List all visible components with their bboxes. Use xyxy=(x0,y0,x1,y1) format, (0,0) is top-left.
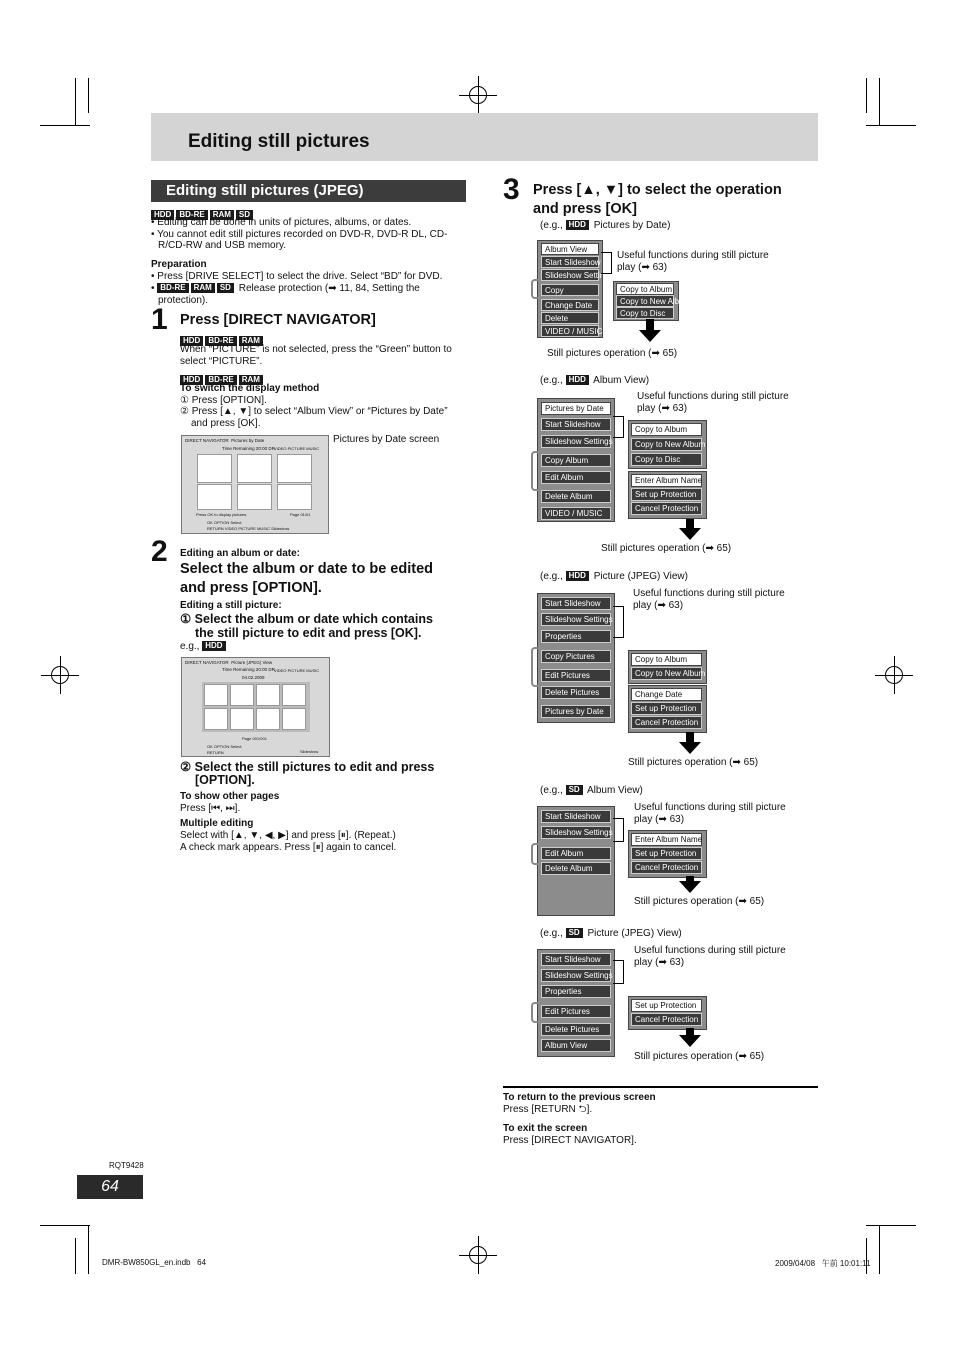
bdre-badge: BD-RE xyxy=(157,283,188,293)
menu-item[interactable]: Delete Album xyxy=(541,490,611,503)
registration-mark xyxy=(459,76,497,114)
thumbnail xyxy=(204,684,228,706)
function-menu xyxy=(628,996,707,1030)
screen-caption: Pictures by Date screen xyxy=(333,434,440,445)
function-item[interactable]: Cancel Protection xyxy=(631,1013,702,1026)
substep: ① Select the album or date which contains xyxy=(180,612,433,626)
selection-bracket xyxy=(531,1002,538,1023)
thumbnail xyxy=(197,484,232,510)
function-menu xyxy=(613,281,691,321)
step1-text: When “PICTURE” is not selected, press the “Green” button to xyxy=(180,344,452,355)
menu-item[interactable]: Start Slideshow xyxy=(541,597,611,610)
down-arrow xyxy=(686,732,694,742)
step3-heading: and press [OK] xyxy=(533,201,637,217)
thumbnail xyxy=(237,484,272,510)
down-arrow xyxy=(679,528,701,540)
function-item[interactable]: Set up Protection xyxy=(631,847,702,860)
function-item[interactable]: Copy to Album xyxy=(631,423,702,436)
function-item[interactable]: Set up Protection xyxy=(631,999,702,1012)
thumbnail xyxy=(277,484,312,510)
function-item[interactable]: Cancel Protection xyxy=(631,502,702,515)
sd-badge: SD xyxy=(236,210,253,220)
function-item[interactable]: Set up Protection xyxy=(631,488,702,501)
menu-item[interactable]: Copy Album xyxy=(541,454,611,467)
crop-mark xyxy=(75,78,76,125)
multi-text: Select with [▲, ▼, ◀, ▶] and press [⏸]. (Repeat.) xyxy=(180,830,396,841)
picture-jpeg-view-screen: DIRECT NAVIGATOR Picture (JPEG) View Time Remaining 20:00 DR VIDEO PICTURE MUSIC 04.02.2009 Page 001/001 OK OPTION Select RETURN Slideshow xyxy=(181,657,330,757)
menu-item[interactable]: Delete Pictures xyxy=(541,686,611,699)
crop-mark xyxy=(88,1225,89,1274)
function-item[interactable]: Copy to New Album xyxy=(616,295,674,307)
still-ops-note: Still pictures operation (➡ 65) xyxy=(547,348,678,359)
file-info: DMR-BW850GL_en.indb 64 xyxy=(102,1258,207,1267)
crop-mark xyxy=(879,78,880,125)
thumbnail xyxy=(282,684,306,706)
step-number: 3 xyxy=(503,173,520,206)
menu-item[interactable]: Slideshow Settings xyxy=(541,435,611,448)
pictures-by-date-screen: DIRECT NAVIGATOR Pictures by Date Time Remaining 20:00 DR VIDEO PICTURE MUSIC Press OK to display pictures. Page 01/01 OK OPTION Select RETURN VIDEO PICTURE MUSIC Slideshow xyxy=(181,435,329,534)
registration-mark xyxy=(875,656,913,694)
still-ops-note: Still pictures operation (➡ 65) xyxy=(601,543,732,554)
multi-text: A check mark appears. Press [⏸] again to cancel. xyxy=(180,842,397,853)
option-menu xyxy=(537,240,613,338)
function-item[interactable]: Copy to Disc xyxy=(616,307,674,319)
menu-item[interactable]: Slideshow Settings xyxy=(541,826,611,839)
menu-item[interactable]: Change Date xyxy=(541,299,599,311)
thumbnail xyxy=(230,684,254,706)
menu-item[interactable]: Edit Pictures xyxy=(541,669,611,682)
thumbnail xyxy=(282,708,306,730)
menu-item[interactable]: Pictures by Date xyxy=(541,402,611,415)
crop-mark xyxy=(88,78,89,113)
example-label: (e.g., HDD Picture (JPEG) View) xyxy=(540,571,688,582)
menu-item[interactable]: Start Slideshow xyxy=(541,256,599,268)
selection-bracket xyxy=(531,647,538,687)
return-text: Press [RETURN ⮌]. xyxy=(503,1104,593,1115)
crop-mark xyxy=(40,125,90,126)
selection-bracket xyxy=(531,451,538,491)
divider xyxy=(503,1086,818,1088)
example-label: (e.g., SD Picture (JPEG) View) xyxy=(540,928,682,939)
menu-item[interactable]: Edit Pictures xyxy=(541,1005,611,1018)
menu-item[interactable]: Copy xyxy=(541,284,599,296)
function-item[interactable]: Set up Protection xyxy=(631,702,702,715)
useful-functions-note: Useful functions during still picture play (➡ 63) xyxy=(634,945,786,968)
example-label: (e.g., HDD Album View) xyxy=(540,375,650,386)
thumbnail xyxy=(204,708,228,730)
step2-heading: Select the album or date to be edited xyxy=(180,561,433,577)
menu-item[interactable]: Slideshow Settings xyxy=(541,969,611,982)
page-title: Editing still pictures xyxy=(188,131,370,152)
other-pages-text: Press [⏮, ⏭]. xyxy=(180,803,241,814)
still-ops-note: Still pictures operation (➡ 65) xyxy=(628,757,759,768)
function-item[interactable]: Cancel Protection xyxy=(631,716,702,729)
function-menu xyxy=(628,420,707,469)
function-item[interactable]: Enter Album Name xyxy=(631,474,702,487)
model-code: RQT9428 xyxy=(109,1161,144,1170)
ram-badge: RAM xyxy=(191,283,215,293)
ram-badge: RAM xyxy=(210,210,234,220)
menu-item[interactable]: Properties xyxy=(541,985,611,998)
down-arrow xyxy=(639,330,661,342)
down-arrow xyxy=(679,881,701,893)
drive-badges: HDD BD-RE RAM xyxy=(180,371,265,389)
function-item[interactable]: Copy to New Album xyxy=(631,438,702,451)
down-arrow xyxy=(679,1035,701,1047)
menu-item[interactable]: Album View xyxy=(541,243,599,255)
menu-item[interactable]: Album View xyxy=(541,1039,611,1052)
useful-functions-note: Useful functions during still picture play (➡ 63) xyxy=(637,391,789,414)
down-arrow xyxy=(646,319,654,330)
preparation-item: protection). xyxy=(158,295,209,306)
switch-step: ② Press [▲, ▼] to select “Album View” or “Pictures by Date” xyxy=(180,406,448,417)
step2-heading: and press [OPTION]. xyxy=(180,580,322,596)
down-arrow xyxy=(679,742,701,754)
function-item[interactable]: Cancel Protection xyxy=(631,861,702,874)
menu-item[interactable]: Delete Album xyxy=(541,862,611,875)
crop-mark xyxy=(40,1225,90,1226)
selection-bracket xyxy=(531,279,538,299)
timestamp: 2009/04/08 午前 10:01:11 xyxy=(775,1259,871,1268)
menu-item[interactable]: Copy Pictures xyxy=(541,650,611,663)
substep: [OPTION]. xyxy=(195,773,255,787)
function-item[interactable]: Change Date xyxy=(631,688,702,701)
bdre-badge: BD-RE xyxy=(176,210,207,220)
still-ops-note: Still pictures operation (➡ 65) xyxy=(634,896,765,907)
selection-bracket xyxy=(531,843,538,865)
thumbnail xyxy=(197,454,232,483)
function-item[interactable]: Copy to Album xyxy=(631,653,702,666)
menu-item[interactable]: Slideshow Settings xyxy=(541,269,599,281)
crop-mark xyxy=(866,1225,916,1226)
switch-heading: To switch the display method xyxy=(180,383,320,394)
thumbnail xyxy=(237,454,272,483)
substep: ② Select the still pictures to edit and press xyxy=(180,760,435,774)
menu-item[interactable]: Pictures by Date xyxy=(541,705,611,718)
preparation-item: • BD-RE RAM SD Release protection (➡ 11, 84, Setting the xyxy=(151,283,420,294)
option-menu xyxy=(537,593,615,723)
menu-item[interactable]: Slideshow Settings xyxy=(541,613,611,626)
preparation-heading: Preparation xyxy=(151,259,207,270)
function-item[interactable]: Copy to Album xyxy=(616,283,674,295)
step-number: 1 xyxy=(151,303,168,336)
option-menu xyxy=(537,398,615,522)
menu-item[interactable]: Start Slideshow xyxy=(541,418,611,431)
menu-item[interactable]: Properties xyxy=(541,630,611,643)
eg-label: e.g., HDD xyxy=(180,641,228,653)
crop-mark xyxy=(75,1238,76,1274)
switch-step: ① Press [OPTION]. xyxy=(180,395,267,406)
function-menu xyxy=(628,685,707,733)
intro-bullet: • Editing can be done in units of pictures, albums, or dates. xyxy=(151,217,412,228)
still-ops-note: Still pictures operation (➡ 65) xyxy=(634,1051,765,1062)
function-menu xyxy=(628,650,707,684)
page-number: 64 xyxy=(77,1175,143,1199)
menu-item[interactable]: VIDEO / MUSIC xyxy=(541,325,599,337)
step3-heading: Press [▲, ▼] to select the operation xyxy=(533,182,782,198)
thumbnail xyxy=(256,708,280,730)
menu-item[interactable]: VIDEO / MUSIC xyxy=(541,507,611,520)
crop-mark xyxy=(879,1225,880,1274)
menu-item[interactable]: Delete Pictures xyxy=(541,1023,611,1036)
menu-item[interactable]: Start Slideshow xyxy=(541,953,611,966)
useful-functions-note: Useful functions during still picture play (➡ 63) xyxy=(634,802,786,825)
useful-functions-note: Useful functions during still picture play (➡ 63) xyxy=(617,250,769,273)
menu-item[interactable]: Edit Album xyxy=(541,847,611,860)
menu-item[interactable]: Edit Album xyxy=(541,471,611,484)
switch-step: and press [OK]. xyxy=(191,418,261,429)
menu-item[interactable]: Delete xyxy=(541,312,599,324)
drive-badges: HDD BD-RE RAM xyxy=(180,332,265,350)
function-item[interactable]: Enter Album Name xyxy=(631,833,702,846)
example-label: (e.g., HDD Pictures by Date) xyxy=(540,220,671,231)
thumbnail xyxy=(256,684,280,706)
return-heading: To return to the previous screen xyxy=(503,1092,656,1103)
step-number: 2 xyxy=(151,535,168,568)
step1-heading: Press [DIRECT NAVIGATOR] xyxy=(180,312,376,328)
exit-text: Press [DIRECT NAVIGATOR]. xyxy=(503,1135,637,1146)
step1-text: select “PICTURE”. xyxy=(180,356,263,367)
registration-mark xyxy=(459,1236,497,1274)
crop-mark xyxy=(866,78,867,113)
function-menu xyxy=(628,471,707,519)
crop-mark xyxy=(866,125,916,126)
option-menu xyxy=(537,806,615,916)
section-title: Editing still pictures (JPEG) xyxy=(151,180,466,202)
function-item[interactable]: Copy to New Album xyxy=(631,667,702,680)
example-label: (e.g., SD Album View) xyxy=(540,785,643,796)
intro-bullet: • You cannot edit still pictures recorded on DVD-R, DVD-R DL, CD- xyxy=(151,229,448,240)
other-pages-heading: To show other pages xyxy=(180,791,280,802)
option-menu xyxy=(537,949,615,1057)
substep: the still picture to edit and press [OK]. xyxy=(195,626,422,640)
thumbnail xyxy=(230,708,254,730)
step2-pre: Editing an album or date: xyxy=(180,548,301,559)
exit-heading: To exit the screen xyxy=(503,1123,588,1134)
page-title-band xyxy=(151,113,818,161)
function-menu xyxy=(628,830,707,878)
menu-item[interactable]: Start Slideshow xyxy=(541,810,611,823)
useful-functions-note: Useful functions during still picture play (➡ 63) xyxy=(633,588,785,611)
sd-badge: SD xyxy=(217,283,234,293)
function-item[interactable]: Copy to Disc xyxy=(631,453,702,466)
still-heading: Editing a still picture: xyxy=(180,600,282,611)
intro-bullet: R/CD-RW and USB memory. xyxy=(158,240,286,251)
multi-heading: Multiple editing xyxy=(180,818,254,829)
hdd-badge: HDD xyxy=(151,210,174,220)
preparation-item: • Press [DRIVE SELECT] to select the drive. Select “BD” for DVD. xyxy=(151,271,443,282)
registration-mark xyxy=(41,656,79,694)
thumbnail xyxy=(277,454,312,483)
